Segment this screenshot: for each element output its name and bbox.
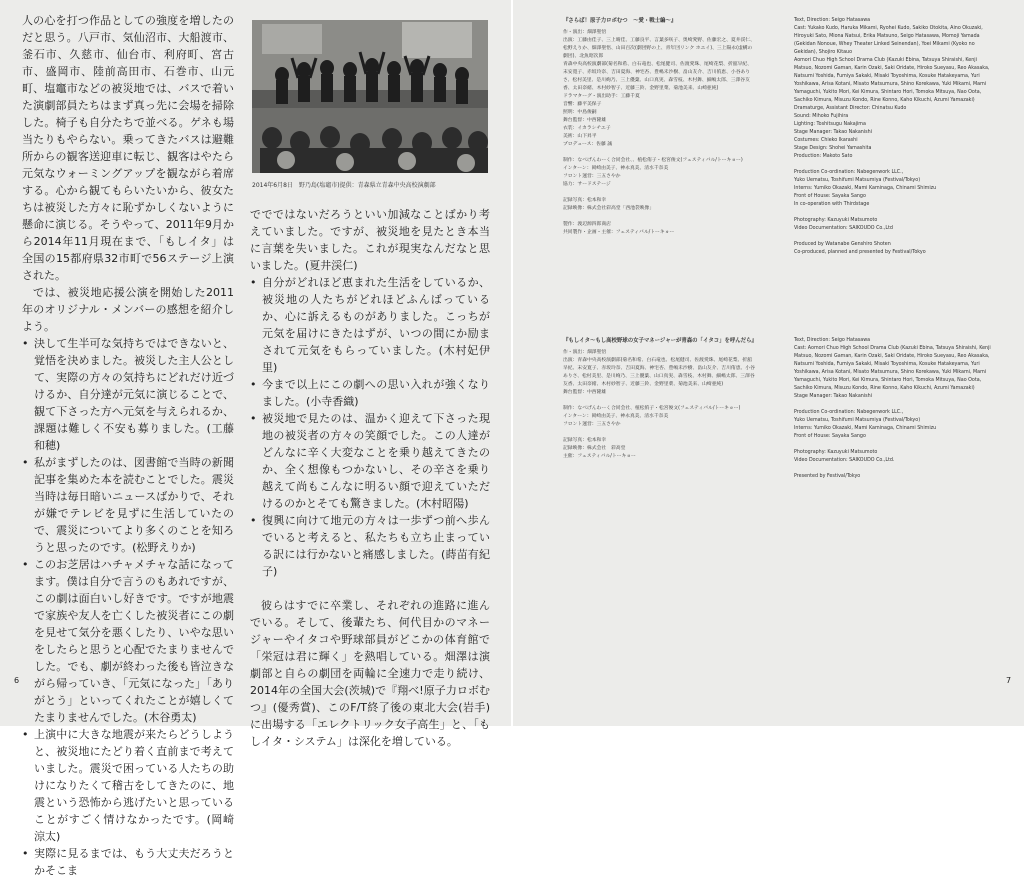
credits-en-rows-1 [794,17,994,257]
credit-line: 出演：工藤由佳子、三上晴佳、工藤良平、言葉多咲子、奥崎愛野、佐藤宏之、夏井渓仁、松野えりか、畑澤聖悟、山田百次(劇団野の上、青年団リンク ホエイ)、三上陽永(虚構の劇団)、北魚昭次郎 [563,38,755,59]
credit-line: Production Co-ordination: Nabegenwork LLC., [794,410,904,415]
credit-line: 舞台監督：中西隆雄 [563,390,607,395]
credit-line: Text, Direction: Seigo Hatasawa [794,338,871,343]
credit-line: 音響：藤平美保子 [563,102,602,107]
credit-line: Co-produced, planned and presented by Festival/Tokyo [794,250,926,255]
credit-line [794,161,994,169]
continued-paragraph: ででではないだろうといい加減なことばかり考えていました。ですが、被災地を見たとき本当に言葉を失いました。これが現実なんだなと思いました。(夏井渓仁) [250,208,490,272]
credit-line: Production Co-ordination: Nabegenwork LLC., [794,170,904,175]
credit-line: 制作：なべげんわーく合同会社、、植松侑子・松宮俊文(フェスティバル/トーキョー) [563,158,743,163]
credit-line: 作・演出：畑澤聖悟 [563,30,607,35]
credit-line: 共同製作・企画・主催：フェスティバル/トーキョー [563,230,675,235]
audience-performance-image [252,20,488,173]
credit-line: Dramaturge, Assistant Director: Chinatsu Kudo [794,106,907,111]
credit-line: インターン：岡崎由美子、神永真美、清水千奈美 [563,414,669,419]
left-page [0,0,511,877]
credit-line: Interns: Yumiko Okazaki, Mami Kaminaga, Chinami Shimizu [794,186,937,191]
credit-line: Video Documentation: SAIKOUDO Co.,Ltd [794,226,893,231]
credit-line: 制作：なべげんわーく合同会社、植松侑子・松宮俊文(フェスティバル/トーキョー) [563,406,741,411]
testimonial-item: • 被災地で見たのは、温かく迎えて下さった現地の被災者の方々の笑顔でした。この人達がどんなに辛く大変なことを乗り越えてきたのか、全く想像もつかないし、その辛さを乗り越えて尚もこんなに明るい顔で迎えていただけるのかとそても驚きました。(木村昭陽) [250,410,490,512]
credit-line: フロント運営：三五さやか [563,422,621,427]
credit-line [563,149,755,157]
credit-line [794,209,994,217]
credit-line [794,233,994,241]
credit-line: 照明：中島俊嗣 [563,110,597,115]
credit-line: Costumes: Chieko Ikarashi [794,138,858,143]
credit-line: Sound: Mihoko Fujihira [794,114,849,119]
testimonial-item: • 復興に向けて地元の方々は一歩ずつ前へ歩んでいると考えると、私たちも立ち止まっている訳には行かないと痛感しました。(蒔苗有紀子) [250,512,490,580]
testimonial-item: • 上演中に大きな地震が来たらどうしようと、被災地にたどり着く直前まで考えていました。震災で困っている人たちの助けになりたくて稽古をしてきたのに、地震という恐怖から逃げたいと思っていることがすごく情けなかったです。(岡崎涼太) [22,726,234,845]
credit-line [563,429,755,437]
testimonial-list-2 [250,274,490,580]
page-number-left: 6 [14,676,20,685]
credit-line [794,441,994,449]
credit-line: Front of House: Sayaka Sango [794,434,866,439]
credit-line [563,189,755,197]
credit-line [563,397,755,405]
testimonial-item: • 私がまずしたのは、図書館で当時の新聞記事を集めた本を読むことでした。震災当時は毎日暗いニュースばかりで、それが嫌でテレビを見ずに生活していたので、震災についてより多くのことを知ろうと思ったのです。(松野えりか) [22,454,234,556]
credits-en-rows-2 [794,337,994,481]
credits-jp-sarabaa [563,17,755,237]
credit-line: Lighting: Toshitsugu Nakajima [794,122,866,127]
testimonial-item: • 自分がどれほど恵まれた生活をしているか、被災地の人たちがどれほどふんばっているか、心に訴えるものがありました。こっちが元気を届けにきたはずが、いつの間にか励まされて元気をもらっていました。(木村妃伊里) [250,274,490,376]
credit-line: 記録映像：株式会社彩高堂「西池袋映像」 [563,206,655,211]
credit-line: Video Documentation: SAIKOUDO Co.,Ltd. [794,458,895,463]
credits-jp-title-2: 『もしイタ～もし高校野球の女子マネージャーが青森の「イタコ」を呼んだら』 [563,338,757,344]
credit-line: Interns: Yumiko Okazaki, Mami Kaminaga, Chinami Shimizu [794,426,937,431]
essay-column-1 [22,12,234,879]
credit-line: 製作：渡辺源四郎商店 [563,222,611,227]
closing-paragraph: 彼らはすでに卒業し、それぞれの進路に進んでいる。そして、後輩たち、何代目かのマネージャーやイタコや野球部員がどこかの体育館で「栄冠は君に輝く」を熱唱している。畑澤は演劇部と自らの劇団を両輪に全速力で走り続け、2014年の全国大会(茨城)で『翔べ!原子力ロボむつ』(優秀賞)、このF/T終了後の東北大会(岩手)に出場する「エレクトリック女子高生」と、「もしイタ・システム」は深化を増している。 [250,599,490,748]
testimonial-item: • 決して生半可な気持ちではできないと、覚悟を決めました。被災した主人公として、実際の方々の気持ちにどれだけ近づけるか、自分達が元気に演じることで、観て下さった方へ元気を与えられるか、課題は難しく不安も募りました。(工藤和穂) [22,335,234,454]
credit-line: フロント運営：三五さやか [563,174,621,179]
credit-line: Production: Makoto Sato [794,154,853,159]
credits-jp-rows-1 [563,29,755,237]
credits-jp-moshiita [563,337,755,461]
credit-line: Stage Manager: Takao Nakanishi [794,394,873,399]
credit-line: Presented by Festival/Tokyo [794,474,861,479]
testimonial-item: • このお芝居はハチャメチャな話になってます。僕は自分で言うのもあれですが、この劇は面白いし好きです。ですが地震で家族や友人を亡くした被災者にこの劇を見せて気分を悪くしたり、いやな思いをしたらと思うと心配でたまりませんでした。でも、劇が終わった後も皆泣きながら帰っていき、「元気になった」「ありがとう」といってくれたことが嬉しくてたまりませんでした。(木谷勇太) [22,556,234,726]
credits-en-1 [794,17,994,257]
credit-line: 出演：青森中央高校演劇部(菊名和希、白石竜也、松尾健司、佐渡愛珠、尾崎花梨、折舘早紀、末安寛子、赤坂玲奈、吉田夏海、神宅杏、豊嶋未沙樹、畠山友介、吉川侑恵、小谷ありさ、松村美里、是川絢乃、三上優葉、山口真実、森雪枝、木村舞、細嶋太郎、三澤谷友香、太田奈緒、木村紗智子、近藤三鈴、金野里菜、菊池美来、山崎亜純) [563,358,755,387]
page-number-right: 7 [1006,676,1012,685]
credit-line: 衣装：イカラシチエ子 [563,126,611,131]
photo-caption: 2014年6月8日 野乃島(塩竈市)提供：青森県立青森中央高校演劇部 [252,182,436,189]
testimonial-item: • 実際に見るまでは、もう大丈夫だろうとかそこま [22,845,234,879]
credit-line: In co-operation with Thirdstage [794,202,870,207]
credit-line: 記録写真：松本和幸 [563,438,607,443]
credit-line: 作・演出：畑澤聖悟 [563,350,607,355]
testimonial-list [22,335,234,879]
credit-line: Front of House: Sayaka Sango [794,194,866,199]
credit-line: Produced by Watanabe Genshiro Shoten [794,242,891,247]
credit-line: ドラマターグ・演出助手：工藤千夏 [563,94,640,99]
credit-line: Yuko Uematsu, Toshifumi Matsumiya (Festival/Tokyo) [794,178,921,183]
credit-line: Photography: Kazuyuki Matsumoto [794,450,878,455]
credits-en-2 [794,337,994,481]
credit-line: 舞台監督：中西隆雄 [563,118,607,123]
intro-paragraph-2: では、被災地応援公演を開始した2011年のオリジナル・メンバーの感想を紹介しよう。 [22,286,234,333]
credit-line: Photography: Kazuyuki Matsumoto [794,218,878,223]
credit-line: Cast: Aomori Chuo High School Drama Club (Kazuki Ebina, Tatsuya Shiraishi, Kenji Matsuo, Nozomi Gaman, Karin Ozaki, Saki Oridate, Hiroko Sueyasu, Reo Akasaka, Natsumi Yoshida, Fumiya Sakaki, Misaki Toyoshima, Kosuke Hatakeyama, Yuri Yoshikawa, Arisa Kotani, Misato Matsumura, Shino Korekawa, Yuki Mikami, Mami Yamaguchi, Yukito Mori, Kei Kimura, Shintaro Hori, Tomoka Mitsuya, Nao Oota, Sachiko Kimura, Misuzu Kondo, Rine Konno, Kaho Kikuchi, Azumi Yamazaki) [794,346,991,391]
credit-line: Stage Manager: Takao Nakanishi [794,130,873,135]
credit-line: 青森中央高校演劇部(菊名和希、白石竜也、松尾健司、佐渡愛珠、尾崎花梨、折舘早紀、末安寛子、赤坂玲奈、吉田夏海、神宅杏、豊嶋未沙樹、畠山友介、吉川侑恵、小谷ありさ、松村美里、是川絢乃、三上優葉、山口真実、森雪枝、木村舞、細嶋太郎、三澤谷友香、太田奈緒、木村紗智子、近藤三鈴、金野里菜、菊池美来、山崎亜純) [563,62,752,91]
credits-jp-rows-2 [563,349,755,461]
credit-line: Aomori Chuo High School Drama Club (Kazuki Ebina, Tatsuya Shiraishi, Kenji Matsuo, Nozomi Gaman, Karin Ozaki, Saki Oridate, Hiroko Sueyasu, Reo Akasaka, Natsumi Yoshida, Fumiya Sakaki, Misaki Toyoshima, Kosuke Hatakeyama, Yuri Yoshikawa, Arisa Kotani, Misato Matsumura, Shino Korekawa, Yuki Mikami, Mami Yamaguchi, Yukito Mori, Kei Kimura, Shintaro Hori, Tomoka Mitsuya, Nao Oota, Sachiko Kimura, Misuzu Kondo, Rine Konno, Kaho Kikuchi, Azumi Yamazaki) [794,58,990,103]
credit-line: インターン：岡崎由美子、神永真美、清水千奈美 [563,166,669,171]
credit-line: 美術：山下昇平 [563,134,597,139]
credit-line [794,465,994,473]
credit-line: 主催：フェスティバル/トーキョー [563,454,636,459]
credit-line: プロデュース：佐藤 誠 [563,142,613,147]
credit-line [794,401,994,409]
credits-jp-title-1: 『さらば！原子力ロボむつ ～愛・戦士編～』 [563,18,677,24]
credit-line: Stage Design: Shohei Yamashita [794,146,872,151]
intro-paragraph: 人の心を打つ作品としての強度を増したのだと思う。八戸市、気仙沼市、大船渡市、釜石市、久慈市、仙台市、利府町、宮古市、盛岡市、陸前高田市、石巻市、山元町、塩竈市などの被災地では、バスで着いた演劇部員たちはまず真っ先に会場を掃除した。椅子も自分たちで並べる。ゲネも場当たりもやらない。乗ってきたバスは避難所からの観客送迎車に転じ、観客はやたら元気なウォーミングアップを観ながら着席する。心から観てもらいたいから、彼女たちは被災した方々に恥ずかしくないように懸命に演じる。そうやって、2011年9月から2014年11月現在まで、「もしイタ」は全国の15都府県32市町で56ステージ上演された。 [22,14,234,282]
credit-line: Text, Direction: Seigo Hatasawa [794,18,871,23]
credit-line: Cast: Yukako Kudo, Haruka Mikami, Ryohei Kudo, Sakiko Otokita, Aino Okuzaki, Hiroyuki Sato, Miona Natsui, Erika Matsuno, Seigo Hatasawa, Momoji Yamada (Gekidan Nonoue, Whey Theater Linked Seinendan), Yoei Mikami (Kyoko no Gekidan), Shojiro Kitauo [794,26,983,55]
performance-photo [252,20,488,173]
credit-line: 協力：サードステージ [563,182,611,187]
credit-line: 記録写真：松本和幸 [563,198,607,203]
credit-line: Yuko Uematsu, Toshifumi Matsumiya (Festival/Tokyo) [794,418,921,423]
credit-line: 記録映像：株式会社 彩高堂 [563,446,626,451]
credit-line [563,213,755,221]
essay-column-2 [250,206,490,750]
testimonial-item: • 今まで以上にこの劇への思い入れが強くなりました。(小寺香織) [250,376,490,410]
